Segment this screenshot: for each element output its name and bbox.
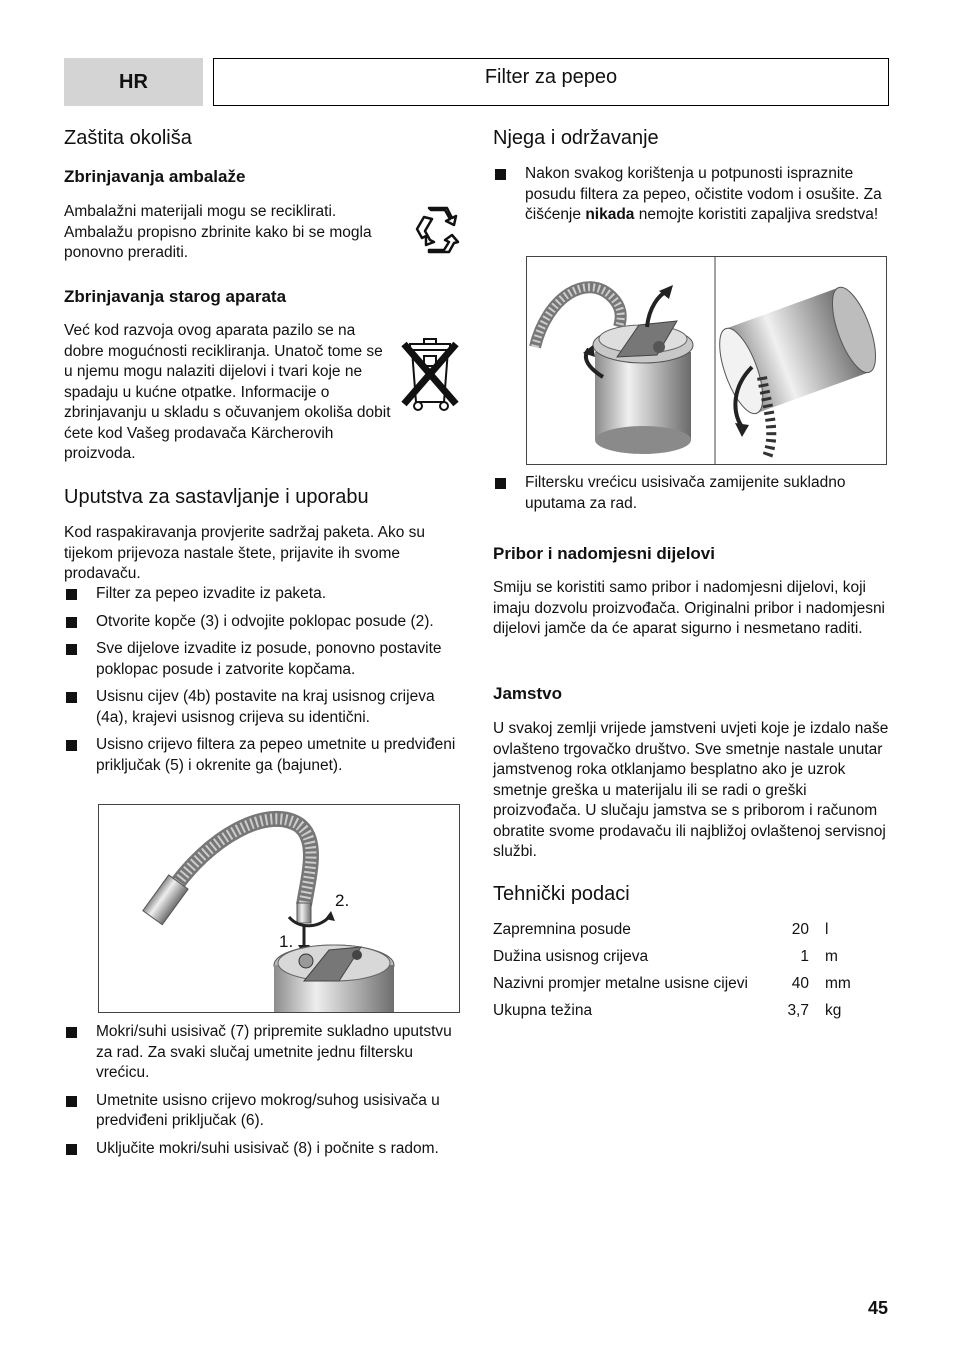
list-item: Filter za pepeo izvadite iz paketa. [64,584,460,605]
language-code: HR [119,70,148,93]
warranty-text: U svakoj zemlji vrijede jamstveni uvjeti koje je izdalo naše ovlašteno trgovačko društvo. Sve smetnje nastale unutar jamstvenog roka otklanjamo besplatno ako je uzrok smetnje greška u materijalu ili se radi o greški proizvođača. U slučaju jamstva se s priborom i računom obratite svome prodavaču ili najbližoj ovlaštenoj servisnoj službi. [493,720,889,860]
care-steps-list-2 [493,473,891,521]
page-title: Filter za pepeo [213,58,889,106]
table-row: Dužina usisnog crijeva 1 m [493,948,838,965]
env-heading: Zaštita okoliša [64,127,192,149]
list-item: Filtersku vrećicu usisivača zamijenite sukladno uputama za rad. [493,473,891,514]
list-item: Nakon svakog korištenja u potpunosti ispraznite posudu filtera za pepeo, očistite vodom i osušite. Za čišćenje nikada nemojte koristiti zapaljiva sredstva! [493,164,891,226]
after-steps-list [64,1022,460,1166]
use-intro: Kod raspakiravanja provjerite sadržaj paketa. Ako su tijekom prijevoza nastale štete, prijavite ih svome prodavaču. [64,524,426,582]
list-item: Mokri/suhi usisivač (7) pripremite sukladno uputstvu za rad. Za svaki slučaj umetnite jednu filtersku vrećicu. [64,1022,460,1084]
list-item: Usisno crijevo filtera za pepeo umetnite u predviđeni priključak (5) i okrenite ga (bajunet). [64,735,460,776]
table-row: Nazivni promjer metalne usisne cijevi 40 mm [493,975,851,992]
accessories-text: Smiju se koristiti samo pribor i nadomjesni dijelovi, koji imaju dozvolu proizvođača. Originalni pribor i nadomjesni dijelovi jamče da će aparat sigurno i nesmetano raditi. [493,579,886,637]
warranty-heading: Jamstvo [493,684,562,703]
recycle-icon [412,204,464,256]
fig-label-2: 2. [335,891,350,910]
language-tab [64,58,203,106]
emptying-figure [526,256,887,465]
page-number: 45 [867,1298,888,1318]
tech-heading: Tehnički podaci [493,883,630,905]
tech-table [493,920,859,1028]
pack-heading: Zbrinjavanja ambalaže [64,167,246,186]
crossed-bin-icon [396,336,464,418]
list-item: Sve dijelove izvadite iz posude, ponovno postavite poklopac posude i zatvorite kopčama. [64,639,460,680]
accessories-heading: Pribor i nadomjesni dijelovi [493,544,715,563]
hose-attach-figure [98,804,460,1013]
list-item: Uključite mokri/suhi usisivač (8) i počnite s radom. [64,1139,460,1160]
emptying-illustration [527,257,887,465]
care-heading: Njega i održavanje [493,127,659,149]
table-row: Zapremnina posude 20 l [493,921,829,938]
table-row: Ukupna težina 3,7 kg [493,1002,842,1019]
never-emphasis: nikada [585,206,635,223]
fig-label-1: 1. [279,932,294,951]
old-device-heading: Zbrinjavanja starog aparata [64,287,287,306]
list-item: Usisnu cijev (4b) postavite na kraj usisnog crijeva (4a), krajevi usisnog crijeva su identični. [64,687,460,728]
old-device-text: Već kod razvoja ovog aparata pazilo se na dobre mogućnosti recikliranja. Unatoč tome se u njemu mogu nalaziti dijelovi i tvari koje ne spadaju u kućne otpatke. Informacije o zbrinjavanju u skladu s očuvanjem okoliša dobit ćete kod Vašeg prodavača Kärcherovih proizvoda. [64,322,391,462]
pack-text: Ambalažni materijali mogu se reciklirati. Ambalažu propisno zbrinite kako bi se mogla ponovno preraditi. [64,203,372,261]
hose-illustration [99,805,460,1013]
use-steps-list [64,584,460,783]
list-item: Umetnite usisno crijevo mokrog/suhog usisivača u predviđeni priključak (6). [64,1091,460,1132]
use-heading: Uputstva za sastavljanje i uporabu [64,486,369,508]
care-steps-list [493,164,891,233]
list-item: Otvorite kopče (3) i odvojite poklopac posude (2). [64,612,460,633]
